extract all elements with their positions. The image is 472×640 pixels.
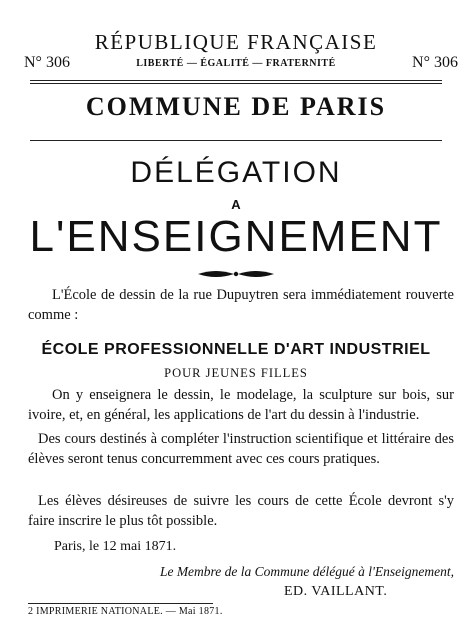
footer-rule bbox=[28, 603, 213, 604]
signatory-name: ED. VAILLANT. bbox=[284, 584, 388, 599]
ornament-divider bbox=[196, 268, 276, 280]
school-name: ÉCOLE PROFESSIONNELLE D'ART INDUSTRIEL bbox=[41, 341, 431, 358]
middle-rule bbox=[30, 140, 442, 141]
paragraph-courses: Des cours destinés à compléter l'instruction scientifique et littéraire des élèves seront tenus concurremment avec ces cours pratiques. bbox=[28, 431, 454, 467]
top-rule bbox=[30, 80, 442, 81]
school-audience: POUR JEUNES FILLES bbox=[164, 366, 308, 380]
motto: LIBERTÉ — ÉGALITÉ — FRATERNITÉ bbox=[136, 58, 336, 69]
printer-line: 2 IMPRIMERIE NATIONALE. — Mai 1871. bbox=[28, 606, 223, 617]
preposition-a: A bbox=[231, 197, 241, 212]
commune-heading: COMMUNE DE PARIS bbox=[85, 92, 387, 121]
enseignement-heading: L'ENSEIGNEMENT bbox=[29, 212, 443, 261]
intro-paragraph: L'École de dessin de la rue Dupuytren sera immédiatement rouverte comme : bbox=[28, 287, 454, 323]
republic-heading: RÉPUBLIQUE FRANÇAISE bbox=[94, 30, 378, 54]
top-rule-thin bbox=[30, 83, 442, 84]
date-line: Paris, le 12 mai 1871. bbox=[54, 539, 177, 554]
paragraph-registration: Les élèves désireuses de suivre les cours de cette École devront s'y faire inscrire le plus tôt possible. bbox=[28, 493, 454, 529]
paragraph-curriculum: On y enseignera le dessin, le modelage, la sculpture sur bois, sur ivoire, et, en général, les applications de l'art du dessin à l'industrie. bbox=[28, 387, 454, 423]
poster-number-left: N° 306 bbox=[24, 54, 70, 71]
poster-number-right: N° 306 bbox=[412, 54, 458, 71]
delegation-heading: DÉLÉGATION bbox=[130, 156, 342, 189]
signatory-role: Le Membre de la Commune délégué à l'Enseignement, bbox=[159, 564, 454, 579]
